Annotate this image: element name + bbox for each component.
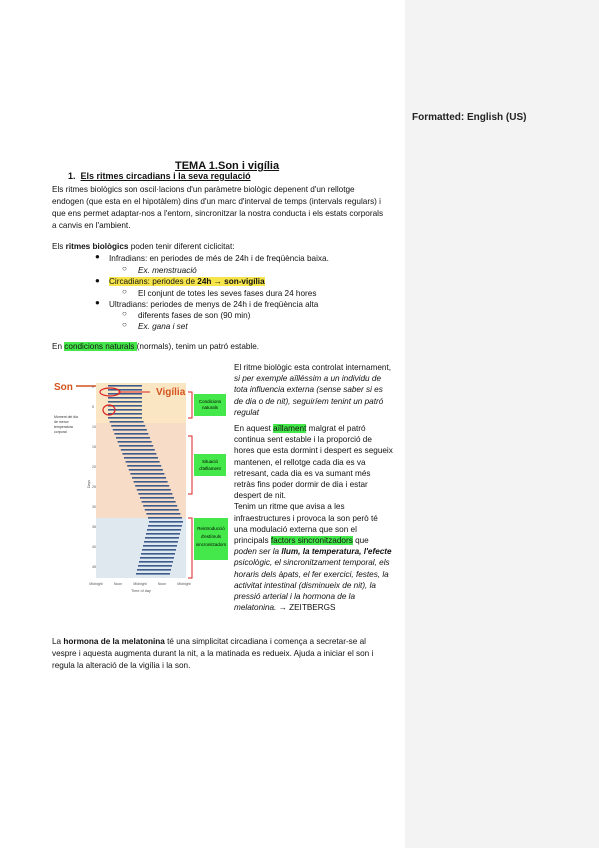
sleep-bar bbox=[142, 549, 176, 551]
sleep-bar bbox=[140, 557, 174, 559]
sleep-bar bbox=[108, 401, 142, 403]
x-tick-label: Midnight bbox=[177, 582, 191, 586]
sleep-bar bbox=[111, 425, 145, 427]
right-text-line: El ritme biològic esta controlat internament, bbox=[234, 363, 392, 372]
sleep-bar bbox=[108, 389, 142, 391]
y-tick-label: 5 bbox=[92, 405, 94, 409]
intro-line-1: Els ritmes biològics son oscil·lacions d'un paràmetre biològic depenent d'un rellotge bbox=[52, 185, 355, 194]
sleep-bar bbox=[142, 501, 176, 503]
y-tick-label: 30 bbox=[92, 505, 96, 509]
sleep-bar bbox=[143, 505, 177, 507]
bullet-dot: ● bbox=[95, 252, 100, 261]
sleep-bar bbox=[148, 525, 182, 527]
sleep-bar bbox=[146, 513, 180, 515]
right-text-line: mantenen, el rellotge cada dia es va bbox=[234, 457, 366, 467]
sleep-bar bbox=[146, 533, 180, 535]
item-circadians-sub: El conjunt de totes les seves fases dura 24 hores bbox=[138, 289, 317, 298]
periodicity-lead: Els ritmes biològics poden tenir diferent ciclicitat: bbox=[52, 242, 235, 251]
x-tick-label: Midnight bbox=[89, 582, 103, 586]
right-text-line: Tenim un ritme que avisa a les bbox=[234, 502, 345, 512]
right-text-line: si per exemple aïlléssim a un individu de bbox=[234, 374, 381, 384]
sleep-bar bbox=[141, 553, 175, 555]
natural-conditions-line: En condicions naturals (normals), tenim un patró estable. bbox=[52, 342, 260, 351]
box1-line: Condicions bbox=[198, 399, 222, 404]
page-title: TEMA 1.Son i vigília bbox=[175, 160, 280, 172]
label-box-isolation bbox=[194, 454, 226, 476]
figure-son-label: Son bbox=[54, 382, 73, 393]
right-text-line: una modulació externa que son el bbox=[234, 524, 357, 534]
box2-line: Situació bbox=[201, 459, 219, 464]
right-text-line: activitat intestinal (disminueix de nit), la bbox=[234, 580, 376, 590]
sleep-bar bbox=[144, 541, 178, 543]
y-ticks bbox=[92, 385, 96, 569]
sleep-bar bbox=[147, 529, 181, 531]
right-text-line: principals factors sincronitzadors que bbox=[234, 536, 369, 545]
right-text-line: retresant, cada dia es va sumant més bbox=[234, 468, 371, 478]
sleep-bar bbox=[135, 485, 169, 487]
left-label-line: de menor bbox=[54, 420, 69, 424]
item-infradians-example: Ex. menstruació bbox=[138, 266, 197, 275]
sleep-bar bbox=[137, 569, 171, 571]
bullet-dot: ● bbox=[95, 276, 100, 285]
comment-header: Formatted: English (US) bbox=[412, 112, 527, 123]
sleep-bar bbox=[145, 537, 179, 539]
sleep-bar bbox=[119, 445, 153, 447]
sleep-bar bbox=[124, 457, 158, 459]
right-text-line: continua sent estable i la proporció de bbox=[234, 435, 372, 445]
box2-line: d'aïllament bbox=[199, 466, 221, 471]
bullet-dot: ● bbox=[95, 298, 100, 307]
x-ticks bbox=[89, 582, 190, 586]
sleep-bar bbox=[114, 433, 148, 435]
figure-vigilia-label: Vigília bbox=[156, 387, 186, 398]
right-text-line: pressió arterial i la hormona de la bbox=[234, 592, 356, 601]
item-ultradians: Ultradians: periodes de menys de 24h i de freqüència alta bbox=[109, 300, 319, 309]
right-text-line: horaris dels àpats, el fer exercici, festes, la bbox=[234, 569, 389, 579]
box3-line: Reintroducció bbox=[197, 526, 225, 531]
y-tick-label: 25 bbox=[92, 485, 96, 489]
section-heading bbox=[68, 171, 251, 181]
circadian-figure bbox=[52, 378, 232, 598]
y-tick-label: 0 bbox=[92, 385, 94, 389]
x-tick-label: Midnight bbox=[133, 582, 147, 586]
sleep-bar bbox=[108, 385, 142, 387]
sleep-bar bbox=[143, 545, 177, 547]
item-infradians: Infradians: en periodes de més de 24h i de freqüència baixa. bbox=[109, 254, 329, 263]
x-tick-label: Noon bbox=[157, 582, 167, 586]
y-tick-label: 10 bbox=[92, 425, 96, 429]
item-ultradians-example: Ex. gana i set bbox=[138, 322, 188, 331]
left-label-line: Moment del dia bbox=[54, 415, 78, 419]
right-text-line: despert de nit. bbox=[234, 491, 286, 501]
y-tick-label: 40 bbox=[92, 545, 96, 549]
sleep-bar bbox=[108, 417, 142, 419]
bracket-3 bbox=[188, 518, 192, 578]
sleep-bar bbox=[137, 489, 171, 491]
right-text-line: retràs fins poder dormir de dia i estar bbox=[234, 480, 368, 489]
bracket-1 bbox=[188, 392, 192, 418]
y-tick-label: 35 bbox=[92, 525, 96, 529]
sleep-bar bbox=[127, 465, 161, 467]
right-text-line: tota influencia externa (sense saber si es bbox=[234, 385, 383, 395]
sleep-bar bbox=[121, 449, 155, 451]
item-ultradians-sub: diferents fases de son (90 min) bbox=[138, 311, 251, 320]
right-text-line: hores que esta dormint i despert es segueix bbox=[234, 446, 393, 456]
sleep-bar bbox=[132, 477, 166, 479]
right-text-line: psicològic, el sincronitzament temporal, els bbox=[234, 558, 390, 568]
y-tick-label: 45 bbox=[92, 565, 96, 569]
sleep-bar bbox=[139, 561, 173, 563]
bracket-2 bbox=[188, 436, 192, 494]
sleep-bar bbox=[113, 429, 147, 431]
sleep-bar bbox=[129, 469, 163, 471]
sleep-bar bbox=[108, 393, 142, 395]
sleep-bar bbox=[136, 573, 170, 575]
bullet-circle: ○ bbox=[122, 320, 127, 329]
y-tick-label: 20 bbox=[92, 465, 96, 469]
left-label-line: temperatura bbox=[54, 425, 73, 429]
sleep-bar bbox=[148, 517, 182, 519]
intro-line-4: a canvis en l'ambient. bbox=[52, 221, 131, 230]
bullet-circle: ○ bbox=[122, 287, 127, 296]
bullet-circle: ○ bbox=[122, 309, 127, 318]
label-box-resync bbox=[194, 518, 228, 560]
right-text-line: En aquest aïllament malgrat el patró bbox=[234, 424, 366, 433]
sleep-bar bbox=[108, 397, 142, 399]
melatonin-line-2: vespre i aquesta augmenta durant la nit, a la matinada es redueix. Ajuda a iniciar el son i bbox=[52, 649, 374, 658]
sleep-bar bbox=[134, 481, 168, 483]
comment-panel bbox=[405, 0, 599, 848]
sleep-bar bbox=[110, 421, 144, 423]
right-text-line: regulat bbox=[234, 407, 260, 417]
box1-line: naturals bbox=[201, 405, 219, 410]
melatonin-line-1: La hormona de la melatonina té una simplicitat circadiana i comença a secretar-se al bbox=[52, 637, 366, 646]
bullet-circle: ○ bbox=[122, 264, 127, 273]
melatonin-line-3: regula la alteració de la vigília i la son. bbox=[52, 661, 191, 670]
box3-line: d'estímuls bbox=[200, 534, 222, 539]
sleep-bar bbox=[140, 497, 174, 499]
sleep-bar bbox=[126, 461, 160, 463]
x-tick-label: Noon bbox=[113, 582, 123, 586]
sleep-bar bbox=[118, 441, 152, 443]
left-label-line: corporal bbox=[54, 430, 67, 434]
sleep-bar bbox=[130, 473, 164, 475]
right-text-line: poden ser la llum, la temperatura, l'efecte bbox=[234, 547, 392, 557]
x-axis-label: Time of day bbox=[131, 589, 151, 593]
y-axis-label: Days bbox=[87, 480, 91, 488]
y-tick-label: 15 bbox=[92, 445, 96, 449]
section-number: 1. bbox=[68, 171, 76, 181]
right-text-line: infraestructures i provoca la son però té bbox=[234, 513, 378, 523]
sleep-bar bbox=[138, 565, 172, 567]
sleep-bar bbox=[138, 493, 172, 495]
item-circadians: Circadians: periodes de 24h → son-vigília bbox=[109, 277, 265, 286]
sleep-bar bbox=[122, 453, 156, 455]
intro-line-2: endogen (que esta en el hipotàlem) dins d'un marc d'interval de temps (intervals regulars) i bbox=[52, 197, 381, 206]
right-text-line: de dia o de nit), seguiríem tenint un patró bbox=[234, 396, 384, 406]
box3-line: sincronitzadors bbox=[195, 542, 227, 547]
right-text-line: melatonina. → ZEITBERGS bbox=[234, 603, 336, 613]
sleep-bar bbox=[108, 409, 142, 411]
sleep-bar bbox=[145, 509, 179, 511]
section-heading-text: Els ritmes circadians i la seva regulació bbox=[80, 171, 251, 181]
sleep-bar bbox=[116, 437, 150, 439]
intro-line-3: que ens permet adaptar-nos a l'entorn, sincronitzar la nostra conducta i els estats corporals bbox=[52, 209, 384, 218]
sleep-bar bbox=[149, 521, 183, 523]
